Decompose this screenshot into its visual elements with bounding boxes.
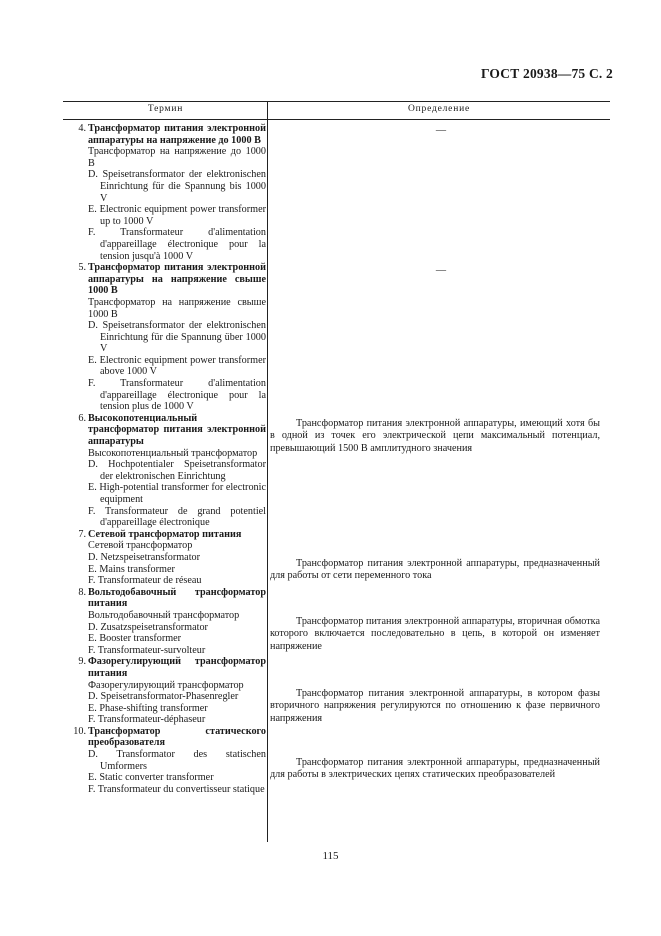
term-number: 9. xyxy=(78,656,86,668)
term-english: E. Electronic equipment power transformer above 1000 V xyxy=(88,354,266,378)
term-german: D. Transformator des statischen Umformers xyxy=(88,749,266,772)
term-synonym: Высокопотенциальный трансформатор xyxy=(88,447,258,459)
term-entry-9 xyxy=(66,656,266,726)
term-synonym: Трансформатор на напряжение до 1000 В xyxy=(88,146,266,169)
term-synonym: Сетевой трансформатор xyxy=(88,540,193,552)
document-reference: ГОСТ 20938—75 С. 2 xyxy=(480,66,613,81)
terms-column xyxy=(66,123,266,795)
definition-entry-5: — xyxy=(435,265,447,276)
definition-entry-4: — xyxy=(435,125,447,136)
table-header-rule xyxy=(63,119,610,120)
term-number: 8. xyxy=(78,586,86,598)
term-german: D. Hochpotentialer Speisetransformator der elektronischen Einrichtung xyxy=(88,459,266,482)
definition-entry-6: Трансформатор питания электронной аппаратуры, имеющий хотя бы в одной из точек его электрической цепи максимальный потенциал, превышающий 1500 В амплитудного значения xyxy=(270,418,600,454)
term-synonym: Вольтодобавочный трансформатор xyxy=(88,609,240,621)
term-french: F. Transformateur-survolteur xyxy=(88,644,206,656)
term-english: E. Mains transformer xyxy=(88,563,175,575)
term-english: E. Booster transformer xyxy=(88,633,182,645)
term-french: F. Transformateur de réseau xyxy=(88,575,202,587)
term-french: F. Transformateur d'alimentation d'appareillage électronique pour la tension jusqu'à 1000 V xyxy=(88,227,266,262)
term-french: F. Transformateur du convertisseur statique xyxy=(88,783,265,795)
column-divider xyxy=(267,101,268,842)
term-german: D. Speisetransformator der elektronischen Einrichtung für die Spannung über 1000 V xyxy=(88,320,266,355)
term-french: F. Transformateur-déphaseur xyxy=(88,714,206,726)
term-german: D. Speisetransformator der elektronischen Einrichtung für die Spannung bis 1000 V xyxy=(88,169,266,204)
term-synonym: Трансформатор на напряжение свыше 1000 В xyxy=(88,296,266,320)
term-german: D. Netzspeisetransformator xyxy=(88,551,201,563)
term-german: D. Speisetransformator-Phasenregler xyxy=(88,691,239,703)
term-french: F. Transformateur d'alimentation d'appareillage électronique pour la tension plus de 1000 V xyxy=(88,378,266,413)
term-number: 5. xyxy=(78,262,86,274)
term-entry-4 xyxy=(66,123,266,262)
table-top-rule xyxy=(63,101,610,102)
term-entry-8 xyxy=(66,587,266,657)
definition-entry-8: Трансформатор питания электронной аппаратуры, вторичная обмотка которого включается последовательно в цепь, в которой он изменяет напряжение xyxy=(270,616,600,652)
term-title: Трансформатор питания электронной аппаратуры на напряжение свыше 1000 В xyxy=(88,262,266,297)
term-french: F. Transformateur de grand potentiel d'appareillage électronique xyxy=(88,505,266,529)
term-entry-7 xyxy=(66,529,266,587)
term-english: E. High-potential transformer for electronic equipment xyxy=(88,482,266,505)
term-entry-5 xyxy=(66,262,266,413)
term-english: E. Static converter transformer xyxy=(88,772,214,784)
term-title: Высокопотенциальный трансформатор питания электронной аппаратуры xyxy=(88,412,266,448)
term-title: Трансформатор питания электронной аппаратуры на напряжение до 1000 В xyxy=(88,123,266,146)
definition-entry-10: Трансформатор питания электронной аппаратуры, предназначенный для работы в электрических цепях статических преобразователей xyxy=(270,757,600,781)
term-title: Вольтодобавочный трансформатор питания xyxy=(88,586,266,610)
column-header-term: Термин xyxy=(147,104,184,114)
term-number: 6. xyxy=(78,412,86,424)
term-title: Сетевой трансформатор питания xyxy=(88,528,242,540)
column-header-definition: Определение xyxy=(408,104,470,114)
term-title: Фазорегулирующий трансформатор питания xyxy=(88,656,266,679)
page-number: 115 xyxy=(322,850,339,862)
definition-entry-9: Трансформатор питания электронной аппаратуры, в котором фазы вторичного напряжения регулируются по отношению к фазе первичного напряжения xyxy=(270,688,600,724)
term-title: Трансформатор статического преобразователя xyxy=(88,725,266,749)
term-number: 7. xyxy=(78,528,86,540)
term-english: E. Electronic equipment power transformer up to 1000 V xyxy=(88,204,266,227)
definition-entry-7: Трансформатор питания электронной аппаратуры, предназначенный для работы от сети переменного тока xyxy=(270,558,600,582)
term-number: 4. xyxy=(78,123,86,134)
term-synonym: Фазорегулирующий трансформатор xyxy=(88,679,244,691)
term-entry-10 xyxy=(66,726,266,796)
term-number: 10. xyxy=(73,725,86,737)
term-english: E. Phase-shifting transformer xyxy=(88,702,208,714)
term-german: D. Zusatzspeisetransformator xyxy=(88,621,208,633)
term-entry-6 xyxy=(66,413,266,529)
